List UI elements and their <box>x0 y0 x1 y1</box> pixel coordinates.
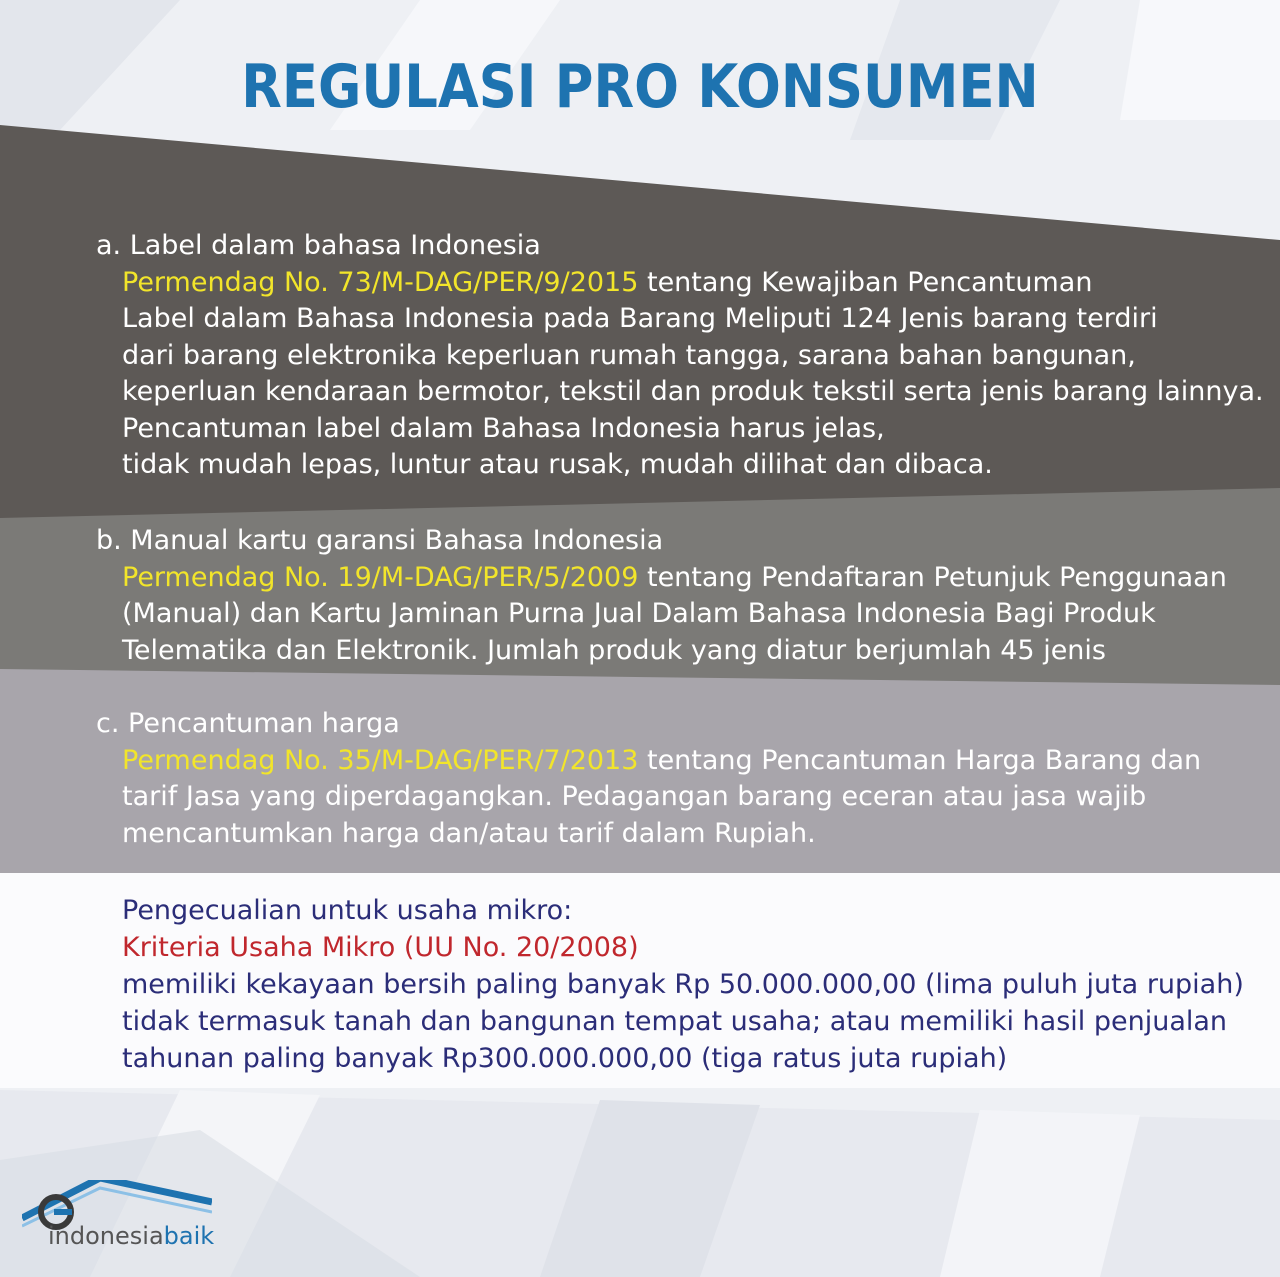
section-pencantuman-harga <box>96 706 1266 852</box>
body-line: (Manual) dan Kartu Jaminan Purna Jual Dalam Bahasa Indonesia Bagi Produk <box>122 598 1156 629</box>
regulation-line <box>96 560 1266 597</box>
regulation-line <box>96 265 1266 302</box>
regulation-ref: Permendag No. 19/M-DAG/PER/5/2009 <box>122 561 639 593</box>
regulation-desc: tentang Kewajiban Pencantuman <box>638 266 1093 298</box>
section-heading: b. Manual kartu garansi Bahasa Indonesia <box>96 525 664 556</box>
section-manual-garansi <box>96 523 1266 669</box>
body-line: tidak mudah lepas, luntur atau rusak, mudah dilihat dan dibaca. <box>122 449 993 480</box>
brand-wordmark <box>48 1222 214 1250</box>
page-title: REGULASI PRO KONSUMEN <box>241 52 1039 122</box>
body-line: Telematika dan Elektronik. Jumlah produk yang diatur berjumlah 45 jenis <box>122 634 1106 666</box>
criteria-title: Kriteria Usaha Mikro (UU No. 20/2008) <box>122 932 639 963</box>
brand-part-1: indonesia <box>48 1222 164 1250</box>
section-heading: c. Pencantuman harga <box>96 708 400 739</box>
section-label-indonesia <box>96 228 1266 484</box>
body-line: Pencantuman label dalam Bahasa Indonesia harus jelas, <box>122 412 885 444</box>
criteria-line: tahunan paling banyak Rp300.000.000,00 (tiga ratus juta rupiah) <box>122 1043 1008 1074</box>
regulation-line <box>96 743 1266 780</box>
regulation-ref: Permendag No. 35/M-DAG/PER/7/2013 <box>122 744 639 776</box>
section-heading: a. Label dalam bahasa Indonesia <box>96 230 541 261</box>
body-line: dari barang elektronika keperluan rumah tangga, sarana bahan bangunan, <box>122 339 1136 371</box>
exemption-block <box>122 892 1242 1077</box>
body-line: tarif Jasa yang diperdagangkan. Pedagangan barang eceran atau jasa wajib <box>122 781 1147 812</box>
brand-part-2: baik <box>163 1222 215 1250</box>
criteria-line: tidak termasuk tanah dan bangunan tempat usaha; atau memiliki hasil penjualan <box>122 1006 1228 1037</box>
body-line: keperluan kendaraan bermotor, tekstil dan produk tekstil serta jenis barang lainnya. <box>122 376 1264 407</box>
body-line: Label dalam Bahasa Indonesia pada Barang Meliputi 124 Jenis barang terdiri <box>122 303 1158 334</box>
body-line: mencantumkan harga dan/atau tarif dalam Rupiah. <box>122 817 816 849</box>
criteria-line: memiliki kekayaan bersih paling banyak Rp 50.000.000,00 (lima puluh juta rupiah) <box>122 969 1244 1000</box>
exemption-heading: Pengecualian untuk usaha mikro: <box>122 895 573 926</box>
regulation-ref: Permendag No. 73/M-DAG/PER/9/2015 <box>122 266 639 298</box>
regulation-desc: tentang Pencantuman Harga Barang dan <box>638 744 1202 776</box>
regulation-desc: tentang Pendaftaran Petunjuk Penggunaan <box>638 561 1227 593</box>
